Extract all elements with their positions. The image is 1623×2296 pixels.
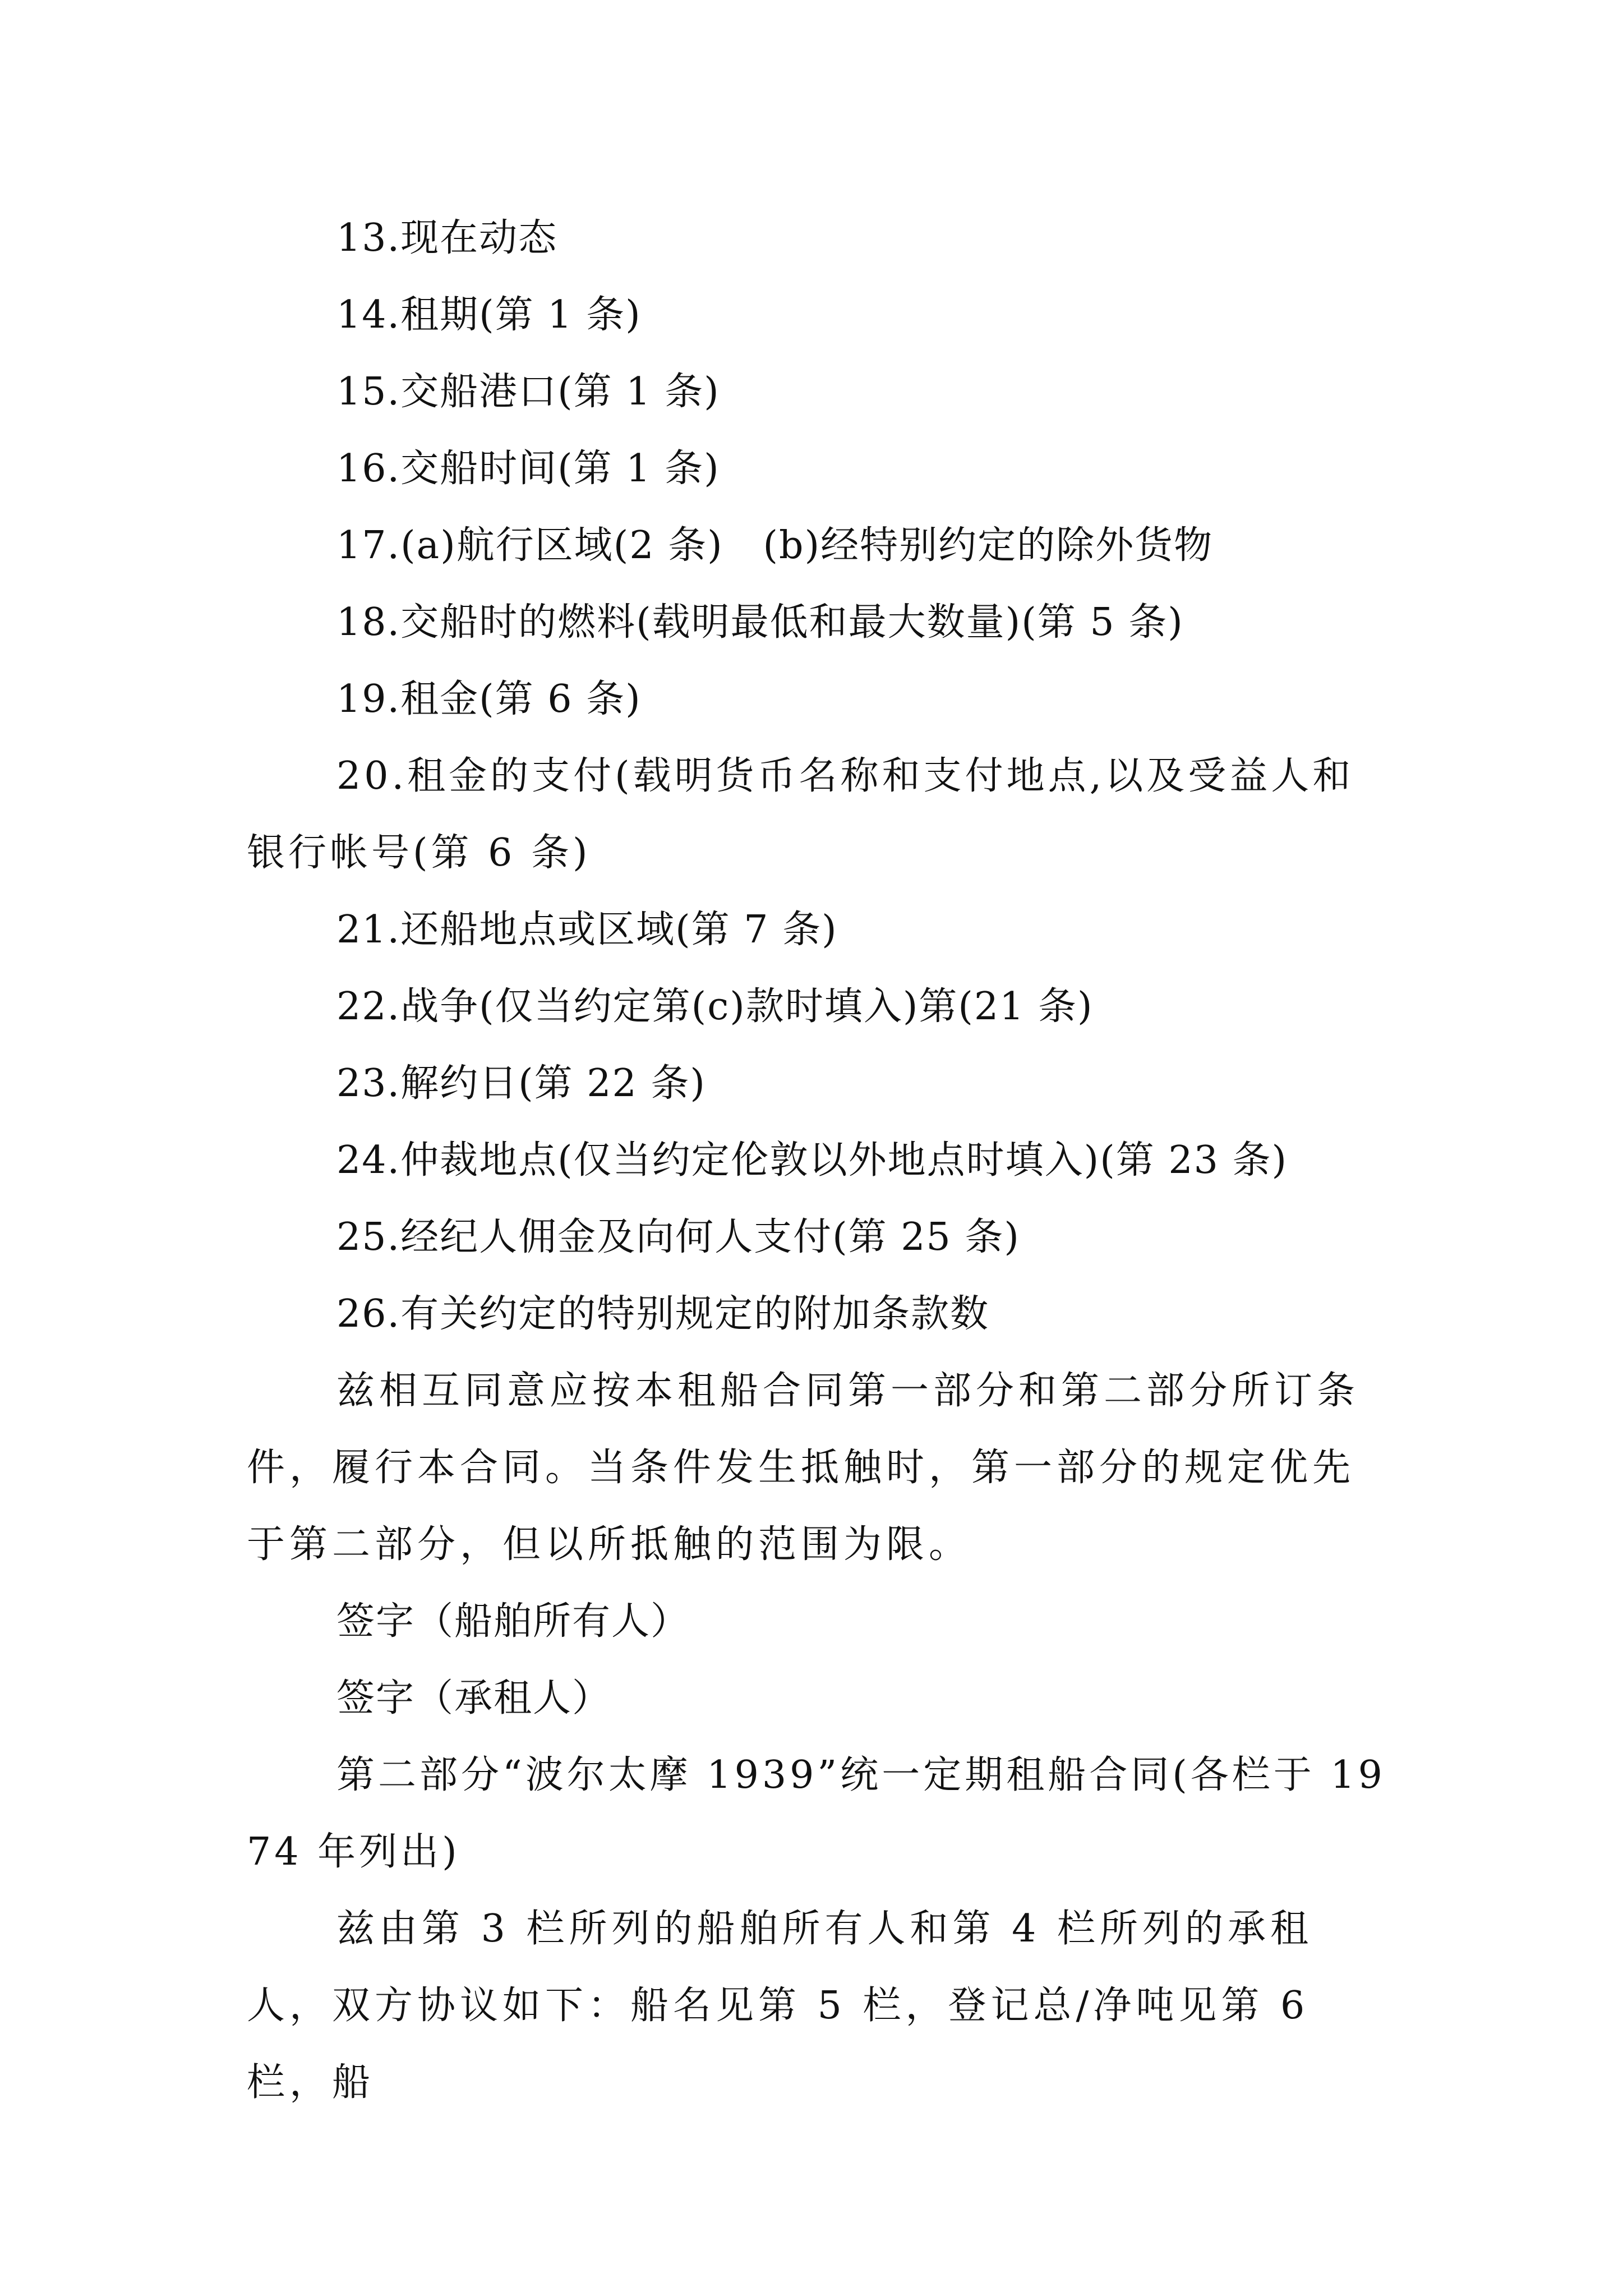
signature-charterer: 签字（承租人） <box>336 1676 612 1720</box>
item-23: 23.解约日(第 22 条) <box>336 1061 706 1106</box>
signature-owner: 签字（船舶所有人） <box>336 1599 690 1644</box>
part-two-title: 第二部分“波尔太摩 1939”统一定期租船合同(各栏于 1974 年列出) <box>247 1753 1386 1874</box>
agreement-paragraph: 兹相互同意应按本租船合同第一部分和第二部分所订条件，履行本合同。当条件发生抵触时，第一部分的规定优先于第二部分，但以所抵触的范围为限。 <box>247 1369 1360 1567</box>
item-16: 16.交船时间(第 1 条) <box>336 447 720 491</box>
item-18: 18.交船时的燃料(载明最低和最大数量)(第 5 条) <box>336 600 1184 645</box>
part-two-intro: 兹由第 3 栏所列的船舶所有人和第 4 栏所列的承租人，双方协议如下：船名见第 5 栏，登记总/净吨见第 6 栏，船 <box>247 1907 1313 2105</box>
item-21: 21.还船地点或区域(第 7 条) <box>336 908 838 952</box>
item-14: 14.租期(第 1 条) <box>336 293 642 337</box>
item-17: 17.(a)航行区域(2 条) (b)经特别约定的除外货物 <box>336 523 1214 568</box>
item-22: 22.战争(仅当约定第(c)款时填入)第(21 条) <box>336 984 1094 1029</box>
item-13: 13.现在动态 <box>336 216 558 260</box>
item-19: 19.租金(第 6 条) <box>336 677 642 721</box>
item-25: 25.经纪人佣金及向何人支付(第 25 条) <box>336 1215 1020 1259</box>
item-24: 24.仲裁地点(仅当约定伦敦以外地点时填入)(第 23 条) <box>336 1138 1288 1182</box>
document-body <box>247 200 1391 2121</box>
item-26: 26.有关约定的特别规定的附加条款数 <box>336 1292 990 1336</box>
item-15: 15.交船港口(第 1 条) <box>336 370 720 414</box>
item-20: 20.租金的支付(载明货币名称和支付地点,以及受益人和银行帐号(第 6 条) <box>247 754 1354 875</box>
